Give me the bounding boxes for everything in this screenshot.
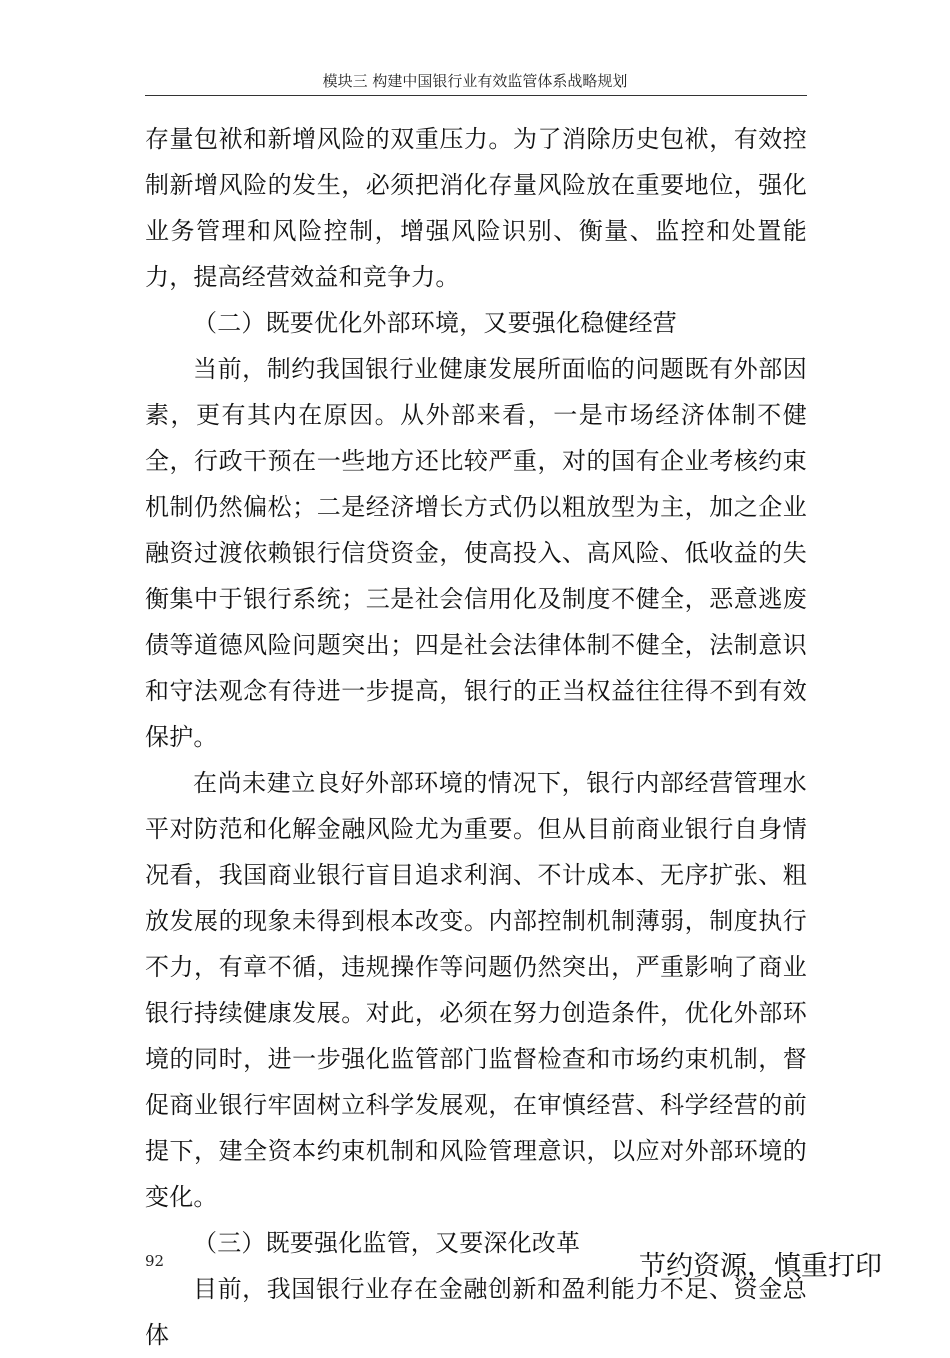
header-divider	[145, 95, 807, 96]
running-header: 模块三 构建中国银行业有效监管体系战略规划	[322, 72, 628, 90]
paragraph: 当前，制约我国银行业健康发展所面临的问题既有外部因素，更有其内在原因。从外部来看，一是市场经济体制不健全，行政干预在一些地方还比较严重，对的国有企业考核约束机制仍然偏松；二是经济增长方式仍以粗放型为主，加之企业融资过渡依赖银行信贷资金，使高投入、高风险、低收益的失衡集中于银行系统；三是社会信用化及制度不健全，恶意逃废债等道德风险问题突出；四是社会法律体制不健全，法制意识和守法观念有待进一步提高，银行的正当权益往往得不到有效保护。	[145, 355, 807, 751]
section-heading-2: （二）既要优化外部环境，又要强化稳健经营	[193, 309, 677, 337]
print-notice: 节约资源，慎重打印	[639, 1251, 882, 1282]
document-body	[145, 116, 807, 1358]
section-heading-3: （三）既要强化监管，又要深化改革	[193, 1229, 581, 1257]
paragraph: 在尚未建立良好外部环境的情况下，银行内部经营管理水平对防范和化解金融风险尤为重要。但从目前商业银行自身情况看，我国商业银行盲目追求利润、不计成本、无序扩张、粗放发展的现象未得到根本改变。内部控制机制薄弱，制度执行不力，有章不循，违规操作等问题仍然突出，严重影响了商业银行持续健康发展。对此，必须在努力创造条件，优化外部环境的同时，进一步强化监管部门监督检查和市场约束机制，督促商业银行牢固树立科学发展观，在审慎经营、科学经营的前提下，建全资本约束机制和风险管理意识，以应对外部环境的变化。	[145, 769, 807, 1211]
paragraph-continuation: 存量包袱和新增风险的双重压力。为了消除历史包袱，有效控制新增风险的发生，必须把消化存量风险放在重要地位，强化业务管理和风险控制，增强风险识别、衡量、监控和处置能力，提高经营效益和竞争力。	[145, 125, 807, 291]
paragraph: 目前，我国银行业存在金融创新和盈利能力不足、资金总体	[145, 1275, 807, 1349]
page-number: 92	[145, 1252, 165, 1270]
